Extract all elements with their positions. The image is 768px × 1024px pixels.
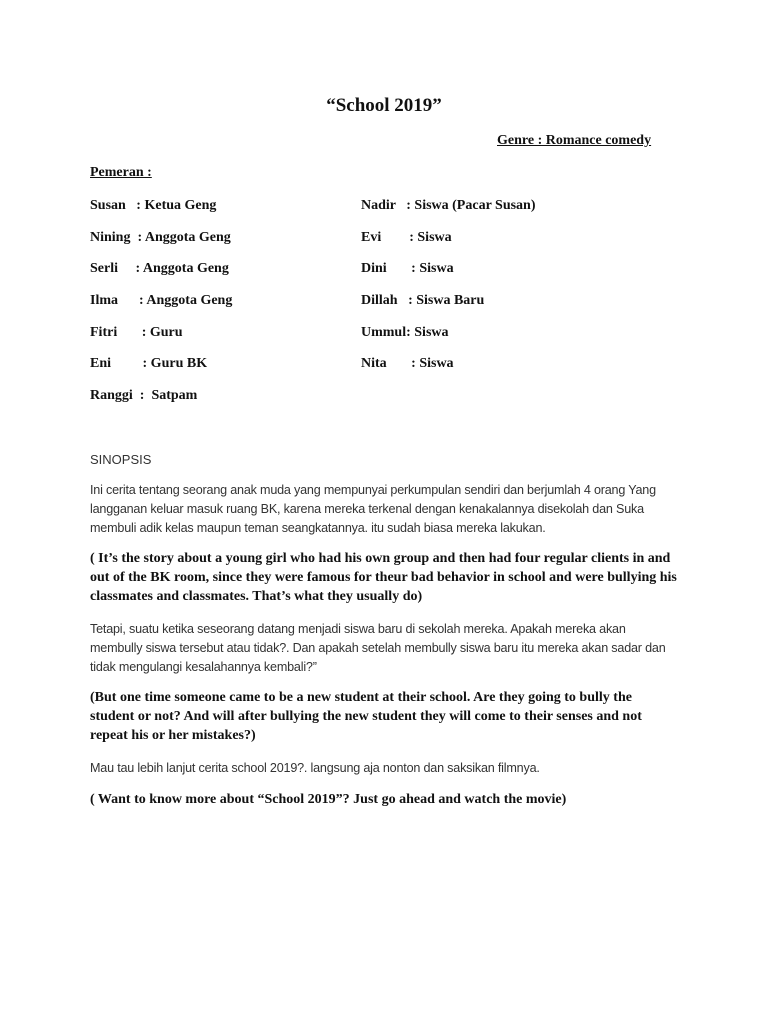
synopsis-paragraph-en-2: (But one time someone came to be a new student at their school. Are they going to bully the student or not? And will after bullying the new student they will come to their senses and not repeat his or her mistakes?) xyxy=(90,690,642,743)
cast-entry-serli: Serli : Anggota Geng xyxy=(90,261,229,277)
cast-entry-dillah: Dillah : Siswa Baru xyxy=(361,293,485,309)
cast-entry-nining: Nining : Anggota Geng xyxy=(90,229,231,245)
cast-entry-ummul: Ummul: Siswa xyxy=(361,324,449,340)
document-title: “School 2019” xyxy=(326,95,442,116)
cast-entry-nadir: Nadir : Siswa (Pacar Susan) xyxy=(361,198,536,213)
cast-heading: Pemeran : xyxy=(90,165,152,180)
synopsis-paragraph-id-3: Mau tau lebih lanjut cerita school 2019?. langsung aja nonton dan saksikan filmnya. xyxy=(90,761,540,775)
cast-entry-ilma: Ilma : Anggota Geng xyxy=(90,293,233,309)
genre-line: Genre : Romance comedy xyxy=(497,133,652,148)
synopsis-paragraph-id-1: Ini cerita tentang seorang anak muda yang mempunyai perkumpulan sendiri dan berjumlah 4 orang Yang langganan keluar masuk ruang BK, karena mereka terkenal dengan kenakalannya disekolah dan Suka membuli adik kelas maupun teman seangkatannya. itu sudah biasa mereka lakukan. xyxy=(90,483,656,535)
cast-entry-susan: Susan : Ketua Geng xyxy=(90,198,217,213)
synopsis-paragraph-id-2: Tetapi, suatu ketika seseorang datang menjadi siswa baru di sekolah mereka. Apakah mereka akan membully siswa tersebut atau tidak?. Dan apakah setelah membully siswa baru itu mereka akan sadar dan tidak mengulangi kesalahannya kembali?” xyxy=(90,622,666,674)
cast-entry-fitri: Fitri : Guru xyxy=(90,324,183,340)
cast-entry-evi: Evi : Siswa xyxy=(361,229,452,245)
cast-list-left xyxy=(90,197,232,419)
synopsis-paragraph-en-3: ( Want to know more about “School 2019”? Just go ahead and watch the movie) xyxy=(90,792,567,807)
synopsis-paragraph-en-1: ( It’s the story about a young girl who had his own group and then had four regular clients in and out of the BK room, since they were famous for theur bad behavior in school and were bullying his classmates and classmates. That’s what they usually do) xyxy=(90,551,677,604)
cast-entry-dini: Dini : Siswa xyxy=(361,261,454,277)
cast-entry-eni: Eni : Guru BK xyxy=(90,356,208,372)
cast-entry-nita: Nita : Siswa xyxy=(361,356,454,372)
cast-list-right xyxy=(361,197,536,387)
sinopsis-heading: SINOPSIS xyxy=(90,452,152,467)
cast-entry-ranggi: Ranggi : Satpam xyxy=(90,388,198,404)
